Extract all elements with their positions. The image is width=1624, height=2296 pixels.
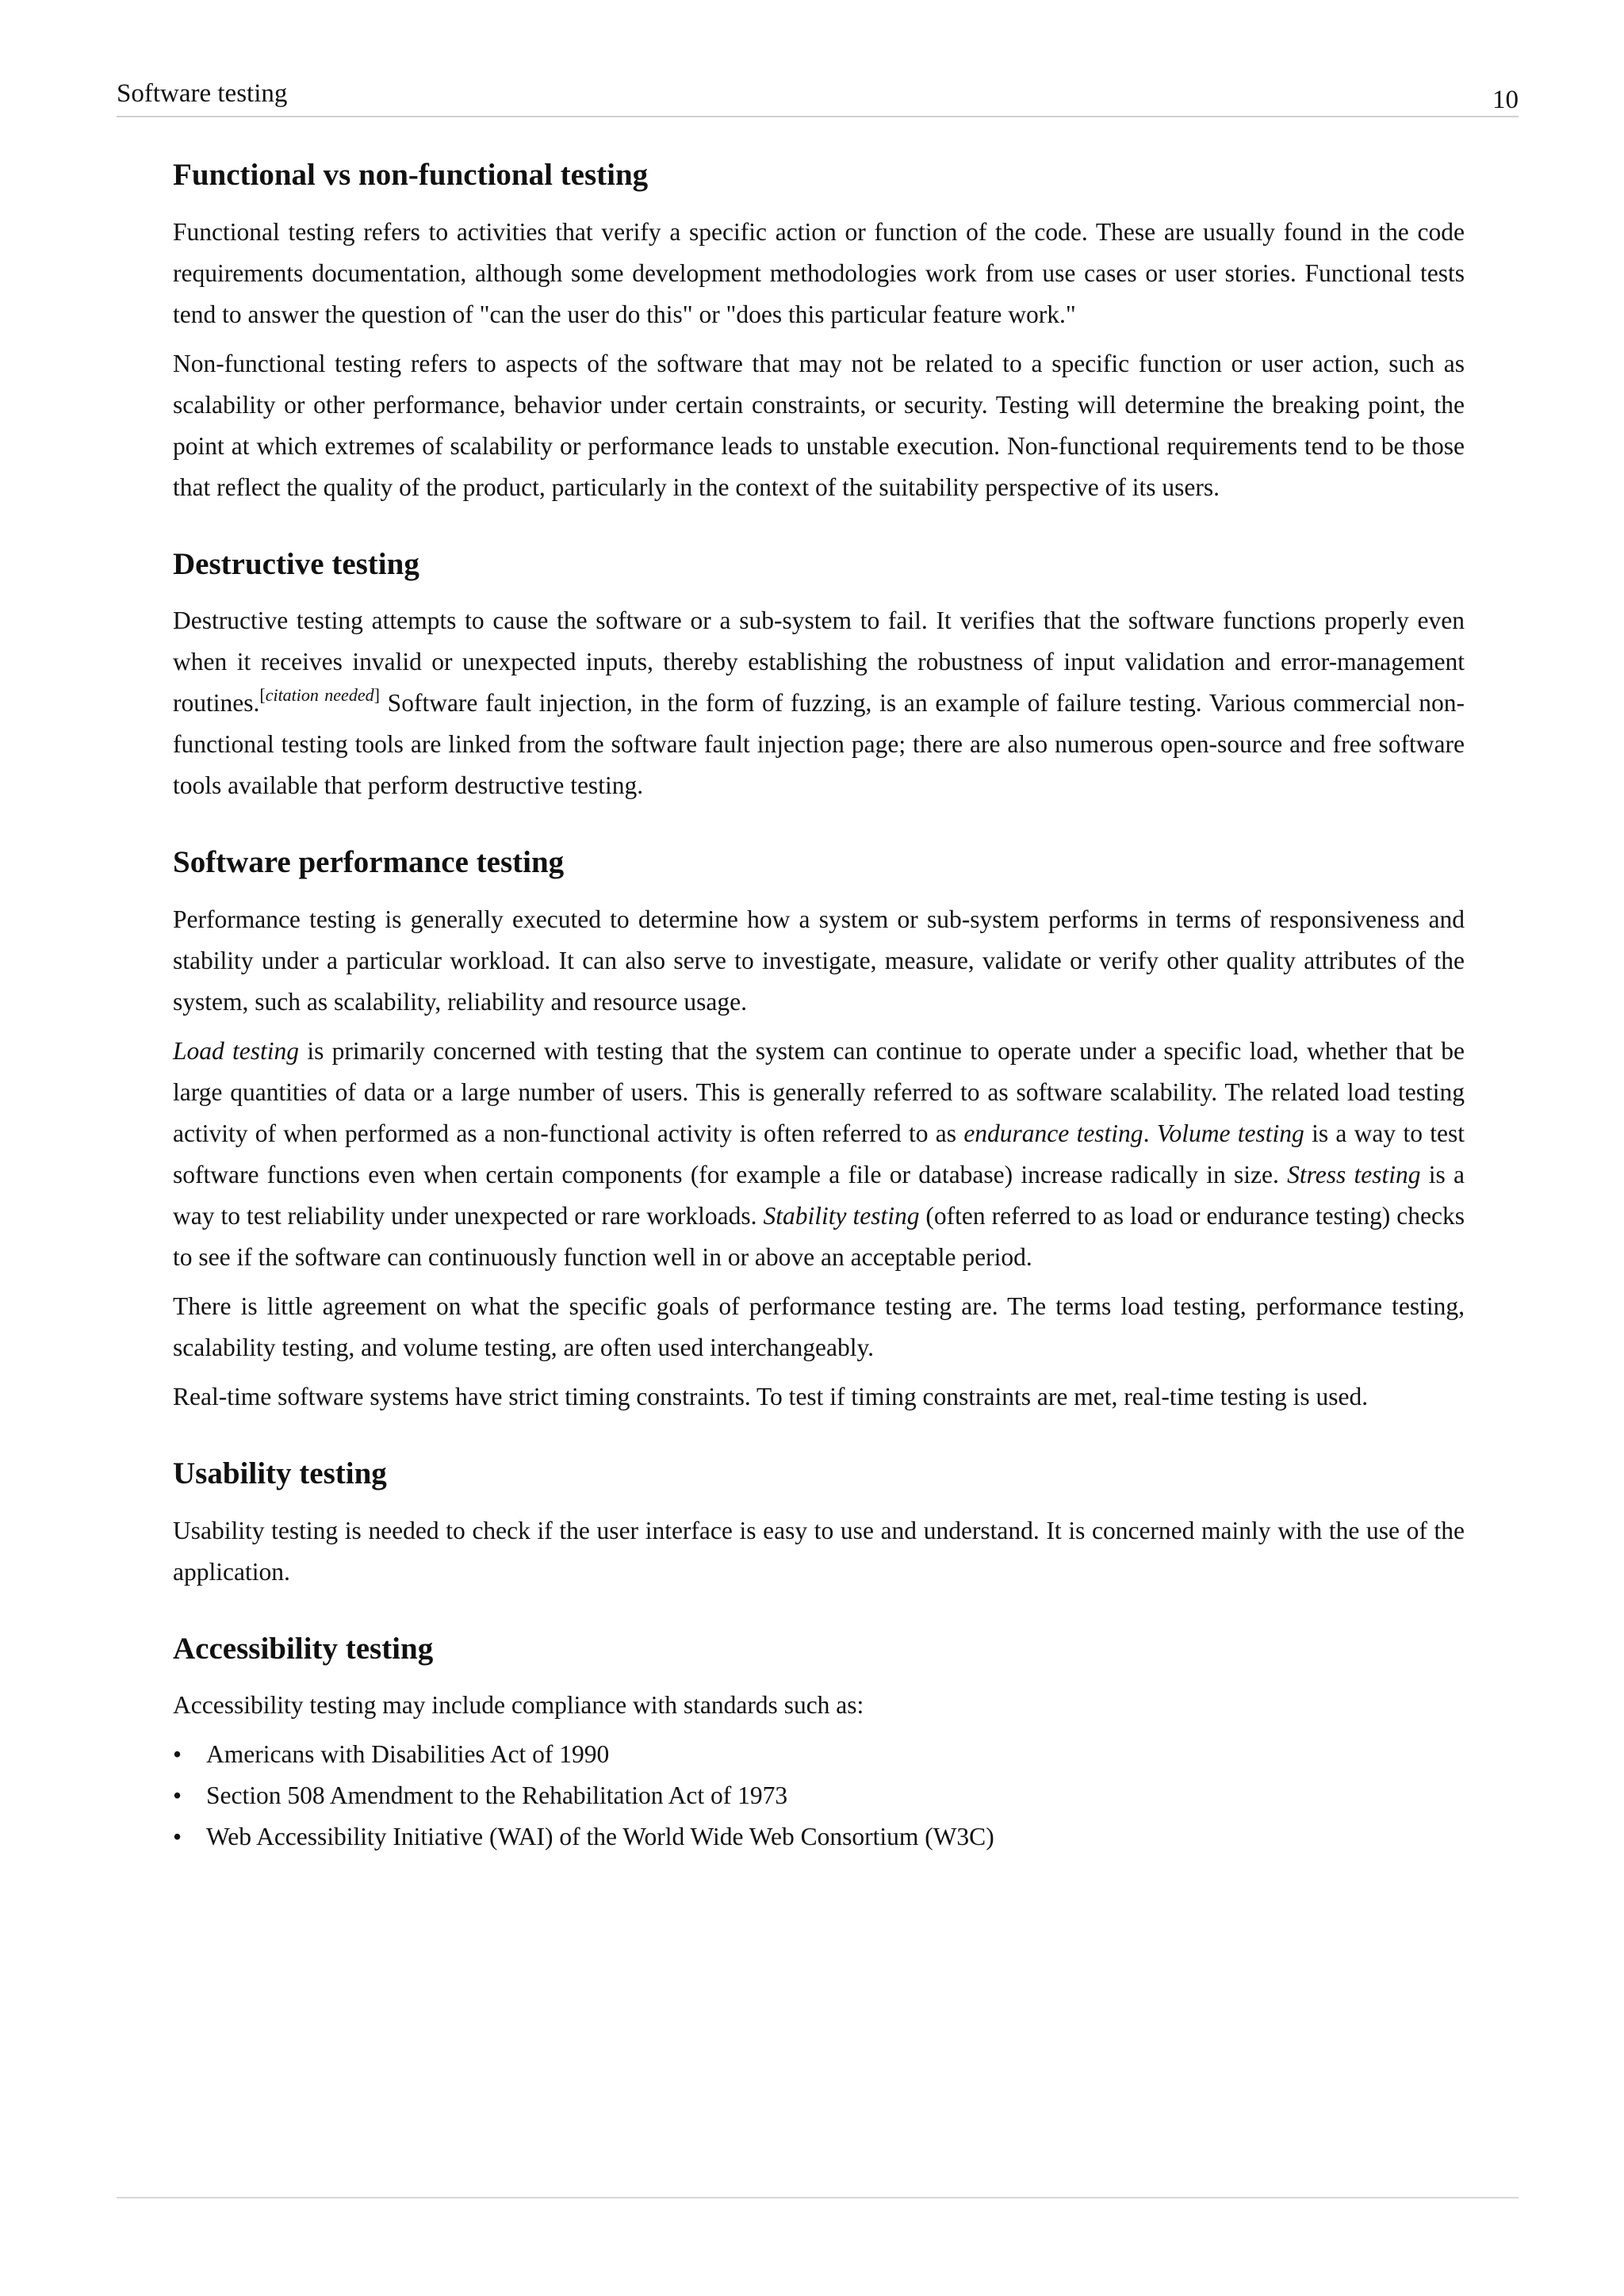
term-stability-testing: Stability testing xyxy=(763,1202,920,1230)
footer-rule xyxy=(117,2197,1519,2198)
citation-bracket: [ xyxy=(259,685,266,706)
list-item-text: Web Accessibility Initiative (WAI) of the World Wide Web Consortium (W3C) xyxy=(206,1823,994,1851)
section-heading: Functional vs non-functional testing xyxy=(173,158,649,192)
bullet-icon: • xyxy=(173,1781,182,1810)
section-destructive-testing xyxy=(173,545,1465,807)
paragraph: There is little agreement on what the specific goals of performance testing are. The terms load testing, performance testing, scalability testing, and volume testing, are often used interchangeably. xyxy=(173,1292,1465,1362)
text-run: Destructive testing attempts to cause the software or a sub-system to fail. It verifies that the software functions properly even when it receives invalid or unexpected inputs, thereby establishing the robustness of input validation and error-management routines. xyxy=(173,607,1465,718)
term-stress-testing: Stress testing xyxy=(1287,1161,1421,1189)
list-item-text: Section 508 Amendment to the Rehabilitation Act of 1973 xyxy=(206,1781,788,1810)
paragraph xyxy=(173,600,1465,806)
term-volume-testing: Volume testing xyxy=(1156,1119,1304,1148)
paragraph: Functional testing refers to activities that verify a specific action or function of the code. These are usually found in the code requirements documentation, although some development methodologies work from use cases or user stories. Functional tests tend to answer the question of "can the user do this" or "does this particular feature work." xyxy=(173,217,1465,328)
section-heading: Destructive testing xyxy=(173,546,419,581)
paragraph: Non-functional testing refers to aspects of the software that may not be related to a specific function or user action, such as scalability or other performance, behavior under certain constraints, or security. Testing will determine the breaking point, the point at which extremes of scalability or performance leads to unstable execution. Non-functional requirements tend to be those that reflect the quality of the product, particularly in the context of the suitability perspective of its users. xyxy=(173,349,1465,501)
term-load-testing: Load testing xyxy=(173,1037,300,1066)
section-heading: Software performance testing xyxy=(173,845,565,880)
citation-text: citation needed xyxy=(265,685,374,706)
section-functional-testing xyxy=(173,155,1465,508)
section-performance-testing xyxy=(173,843,1465,1418)
paragraph: Performance testing is generally executed to determine how a system or sub-system performs in terms of responsiveness and stability under a particular workload. It can also serve to investigate, measure, validate or verify other quality attributes of the system, such as scalability, reliability and resource usage. xyxy=(173,905,1465,1016)
list-item xyxy=(173,1775,1465,1816)
list-item xyxy=(173,1816,1465,1858)
bullet-icon: • xyxy=(173,1823,182,1851)
running-header xyxy=(117,76,1519,117)
citation-bracket: ] xyxy=(373,685,380,706)
section-heading: Usability testing xyxy=(173,1456,387,1491)
text-run: (often referred to as load or endurance testing) checks to see if the software can continuously function well in or above an acceptable period. xyxy=(173,1202,1465,1272)
paragraph: Real-time software systems have strict timing constraints. To test if timing constraints are met, real-time testing is used. xyxy=(173,1383,1369,1411)
page-number: 10 xyxy=(1492,86,1519,114)
running-header-title: Software testing xyxy=(117,79,288,108)
text-run: Software fault injection, in the form of fuzzing, is an example of failure testing. Various commercial non-functional testing tools are linked from the software fault injection page; there are also numerous open-source and free software tools available that perform destructive testing. xyxy=(173,689,1465,800)
text-run: is a way to test reliability under unexpected or rare workloads. xyxy=(173,1161,1465,1230)
text-run: is a way to test software functions even when certain components (for example a file or database) increase radically in size. xyxy=(173,1119,1465,1189)
section-heading: Accessibility testing xyxy=(173,1631,434,1666)
standards-list xyxy=(173,1734,1465,1858)
paragraph xyxy=(173,1031,1465,1278)
page-content xyxy=(173,155,1465,1894)
citation-needed-link[interactable] xyxy=(259,685,380,705)
section-usability-testing xyxy=(173,1454,1465,1593)
bullet-icon: • xyxy=(173,1740,182,1769)
paragraph: Accessibility testing may include compliance with standards such as: xyxy=(173,1691,864,1720)
text-run: . xyxy=(1143,1119,1157,1148)
term-endurance-testing: endurance testing xyxy=(963,1119,1143,1148)
paragraph: Usability testing is needed to check if the user interface is easy to use and understand. It is concerned mainly with the use of the application. xyxy=(173,1516,1465,1586)
list-item xyxy=(173,1734,1465,1775)
text-run: is primarily concerned with testing that the system can continue to operate under a specific load, whether that be large quantities of data or a large number of users. This is generally referred to as software scalability. The related load testing activity of when performed as a non-functional activity is often referred to as xyxy=(173,1037,1465,1148)
section-accessibility-testing xyxy=(173,1629,1465,1858)
list-item-text: Americans with Disabilities Act of 1990 xyxy=(206,1740,610,1769)
